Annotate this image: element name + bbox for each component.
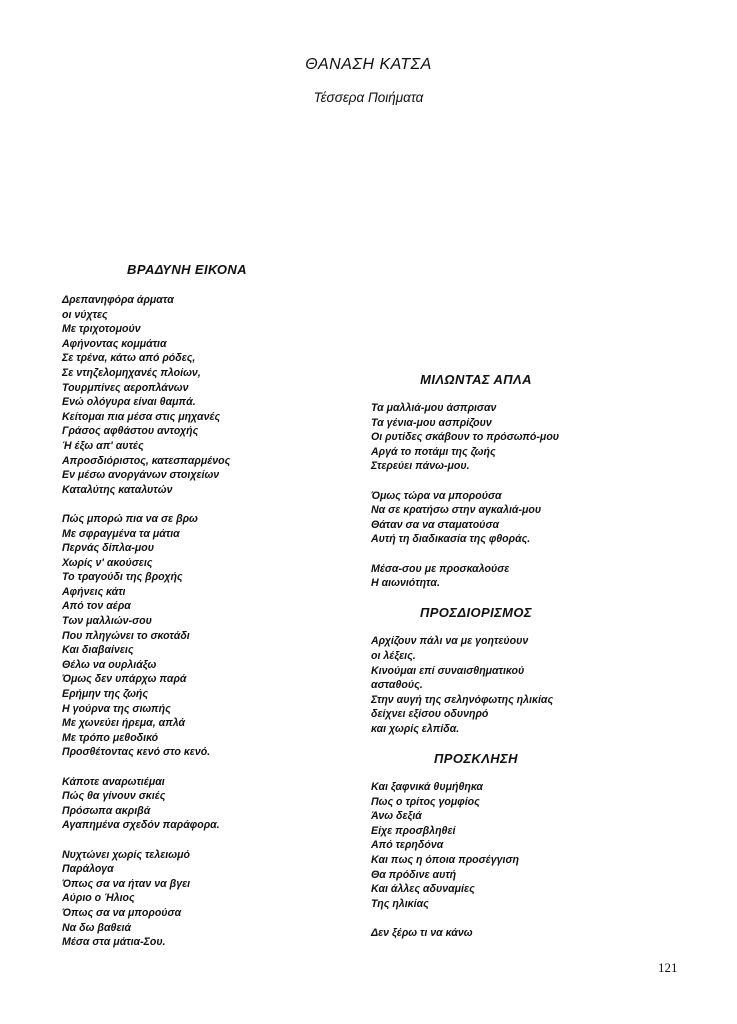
stanza (62, 512, 322, 760)
poem-line: Από τον αέρα (62, 600, 131, 613)
poem-line: οι λέξεις. (371, 649, 416, 662)
poem-line: Πως ο τρίτος γομφίος (371, 795, 480, 808)
poem-line: Δεν ξέρω τι να κάνω (371, 927, 473, 939)
poem-line: Αφήνεις κάτι (62, 585, 126, 598)
poem-line: Τουρμπίνες αεροπλάνων (62, 381, 189, 394)
poem-line: Τα μαλλιά-μου άσπρισαν (371, 402, 497, 414)
poem-line: Τα γένια-μου ασπρίζουν (371, 416, 492, 429)
page-number: 121 (658, 960, 678, 975)
poem-line: Και πως η όποια προσέγγιση (371, 854, 519, 867)
poem-line: Της ηλικίας (371, 897, 429, 910)
poem-title-milontas-apla: ΜΙΛΩΝΤΑΣ ΑΠΛΑ (420, 372, 532, 387)
poem-line: Αύριο ο Ήλιος (62, 892, 135, 905)
poem-line: Προσθέτοντας κενό στο κενό. (62, 746, 211, 759)
poem-line: Όμως τώρα να μπορούσα (371, 489, 502, 502)
poem-line: Η αιωνιότητα. (371, 577, 440, 590)
poem-line: Γράσος αφθάστου αντοχής (62, 425, 199, 438)
poem-title-vradyni-eikona: ΒΡΑΔΥΝΗ ΕΙΚΟΝΑ (127, 262, 247, 277)
poem-line: Αυτή τη διαδικασία της φθοράς. (371, 533, 531, 546)
stanza (62, 848, 322, 950)
poem-line: Άνω δεξιά (371, 810, 422, 823)
poem-line: Θα πρόδινε αυτή (371, 868, 457, 881)
poem-line: Αγαπημένα σχεδόν παράφορα. (62, 819, 220, 832)
poem-line: Και ξαφνικά θυμήθηκα (371, 781, 483, 794)
poem-line: οι νύχτες (62, 308, 108, 321)
poem-body (371, 634, 671, 736)
poem-line: Όμως δεν υπάρχω παρά (62, 673, 187, 686)
poem-line: Νυχτώνει χωρίς τελειωμό (62, 848, 190, 861)
right-column (371, 372, 671, 955)
poem-line: δείχνει εξίσου οδυνηρό (371, 708, 489, 721)
stanza (62, 293, 322, 497)
stanza (371, 780, 671, 911)
stanza (371, 562, 671, 591)
poem-line: Που πληγώνει το σκοτάδι (62, 629, 190, 642)
poem-line: Με τριχοτομούν (62, 323, 141, 336)
poem-milontas-apla (371, 372, 671, 591)
poem-line: Όπως σα να μπορούσα (62, 906, 182, 919)
stanza (371, 634, 671, 736)
poem-line: Στην αυγή της σεληνόφωτης ηλικίας (371, 693, 554, 706)
poem-line: Να δω βαθειά (62, 921, 132, 934)
poem-line: Κινούμαι επί συναισθηματικού (371, 664, 525, 677)
poem-line: Η γούρνα της σιωπής (62, 702, 171, 715)
stanza (371, 489, 671, 547)
poem-title-prosdiorismos: ΠΡΟΣΔΙΟΡΙΣΜΟΣ (419, 605, 532, 621)
poem-line: Κάποτε αναρωτιέμαι (62, 775, 165, 788)
poem-line: Μέσα-σου με προσκαλούσε (371, 562, 510, 575)
poem-line: Ερήμην της ζωής (62, 688, 149, 701)
poem-line: Με χωνεύει ήρεμα, απλά (62, 717, 186, 730)
poem-line: Αργά το ποτάμι της ζωής (371, 445, 496, 458)
author-name: ΘΑΝΑΣΗ ΚΑΤΣΑ (305, 56, 432, 73)
poem-line: Οι ρυτίδες σκάβουν το πρόσωπό-μου (371, 431, 560, 444)
poem-line: Μέσα στα μάτια-Σου. (62, 936, 166, 949)
poem-line: και χωρίς ελπίδα. (371, 722, 460, 735)
poem-line: Είχε προσβληθεί (371, 824, 456, 837)
poem-line: Πώς μπορώ πια να σε βρω (62, 512, 198, 525)
poem-body (62, 293, 322, 950)
poem-line: Αφήνοντας κομμάτια (62, 337, 167, 350)
poem-line: Με σφραγμένα τα μάτια (62, 527, 180, 540)
stanza (371, 926, 671, 941)
poem-body (371, 780, 671, 941)
poem-line: Το τραγούδι της βροχής (62, 571, 183, 584)
poem-line: Απροσδιόριστος, κατεσπαρμένος (62, 454, 231, 467)
poem-line: Με τρόπο μεθοδικό (62, 731, 159, 744)
poem-prosdiorismos (371, 605, 671, 736)
left-column (62, 262, 322, 964)
poem-line: Περνάς δίπλα-μου (62, 542, 155, 555)
poem-line: Χωρίς ν' ακούσεις (62, 556, 153, 569)
poem-prosklisi (371, 751, 671, 941)
poem-line: ασταθούς. (371, 679, 423, 692)
poem-line: Και διαβαίνεις (62, 644, 134, 657)
poem-line: Κείτομαι πια μέσα στις μηχανές (62, 410, 221, 423)
poem-line: Όπως σα να ήταν να βγει (62, 877, 191, 890)
poem-line: Αρχίζουν πάλι να με γοητεύουν (371, 635, 529, 648)
collection-subtitle: Τέσσερα Ποιήματα (313, 90, 424, 105)
poem-line: Θάταν σα να σταματούσα (371, 518, 500, 531)
poem-line: Πώς θα γίνουν σκιές (62, 790, 166, 803)
poem-line: Εν μέσω ανοργάνων στοιχείων (62, 469, 220, 482)
poem-line: Θέλω να ουρλιάξω (62, 658, 157, 671)
poem-line: Καταλύτης καταλυτών (62, 483, 173, 496)
poem-line: Στερεύει πάνω-μου. (371, 460, 470, 473)
poem-line: Σε ντηζελομηχανές πλοίων, (62, 366, 201, 379)
poem-line: Παράλογα (62, 863, 114, 876)
poem-line: Να σε κρατήσω στην αγκαλιά-μου (371, 504, 542, 517)
poem-title-prosklisi: ΠΡΟΣΚΛΗΣΗ (434, 751, 518, 767)
stanza (62, 775, 322, 833)
poem-line: Των μαλλιών-σου (62, 615, 152, 628)
poem-body (371, 401, 671, 591)
stanza (371, 401, 671, 474)
poem-line: Από τερηδόνα (371, 839, 444, 852)
poem-line: Και άλλες αδυναμίες (371, 883, 475, 896)
poem-line: Σε τρένα, κάτω από ρόδες, (62, 352, 196, 365)
poem-line: Πρόσωπα ακριβά (62, 804, 151, 817)
poem-line: Δρεπανηφόρα άρματα (62, 294, 174, 306)
poem-line: Ή έξω απ' αυτές (62, 439, 144, 452)
poem-line: Ενώ ολόγυρα είναι θαμπά. (62, 396, 196, 409)
